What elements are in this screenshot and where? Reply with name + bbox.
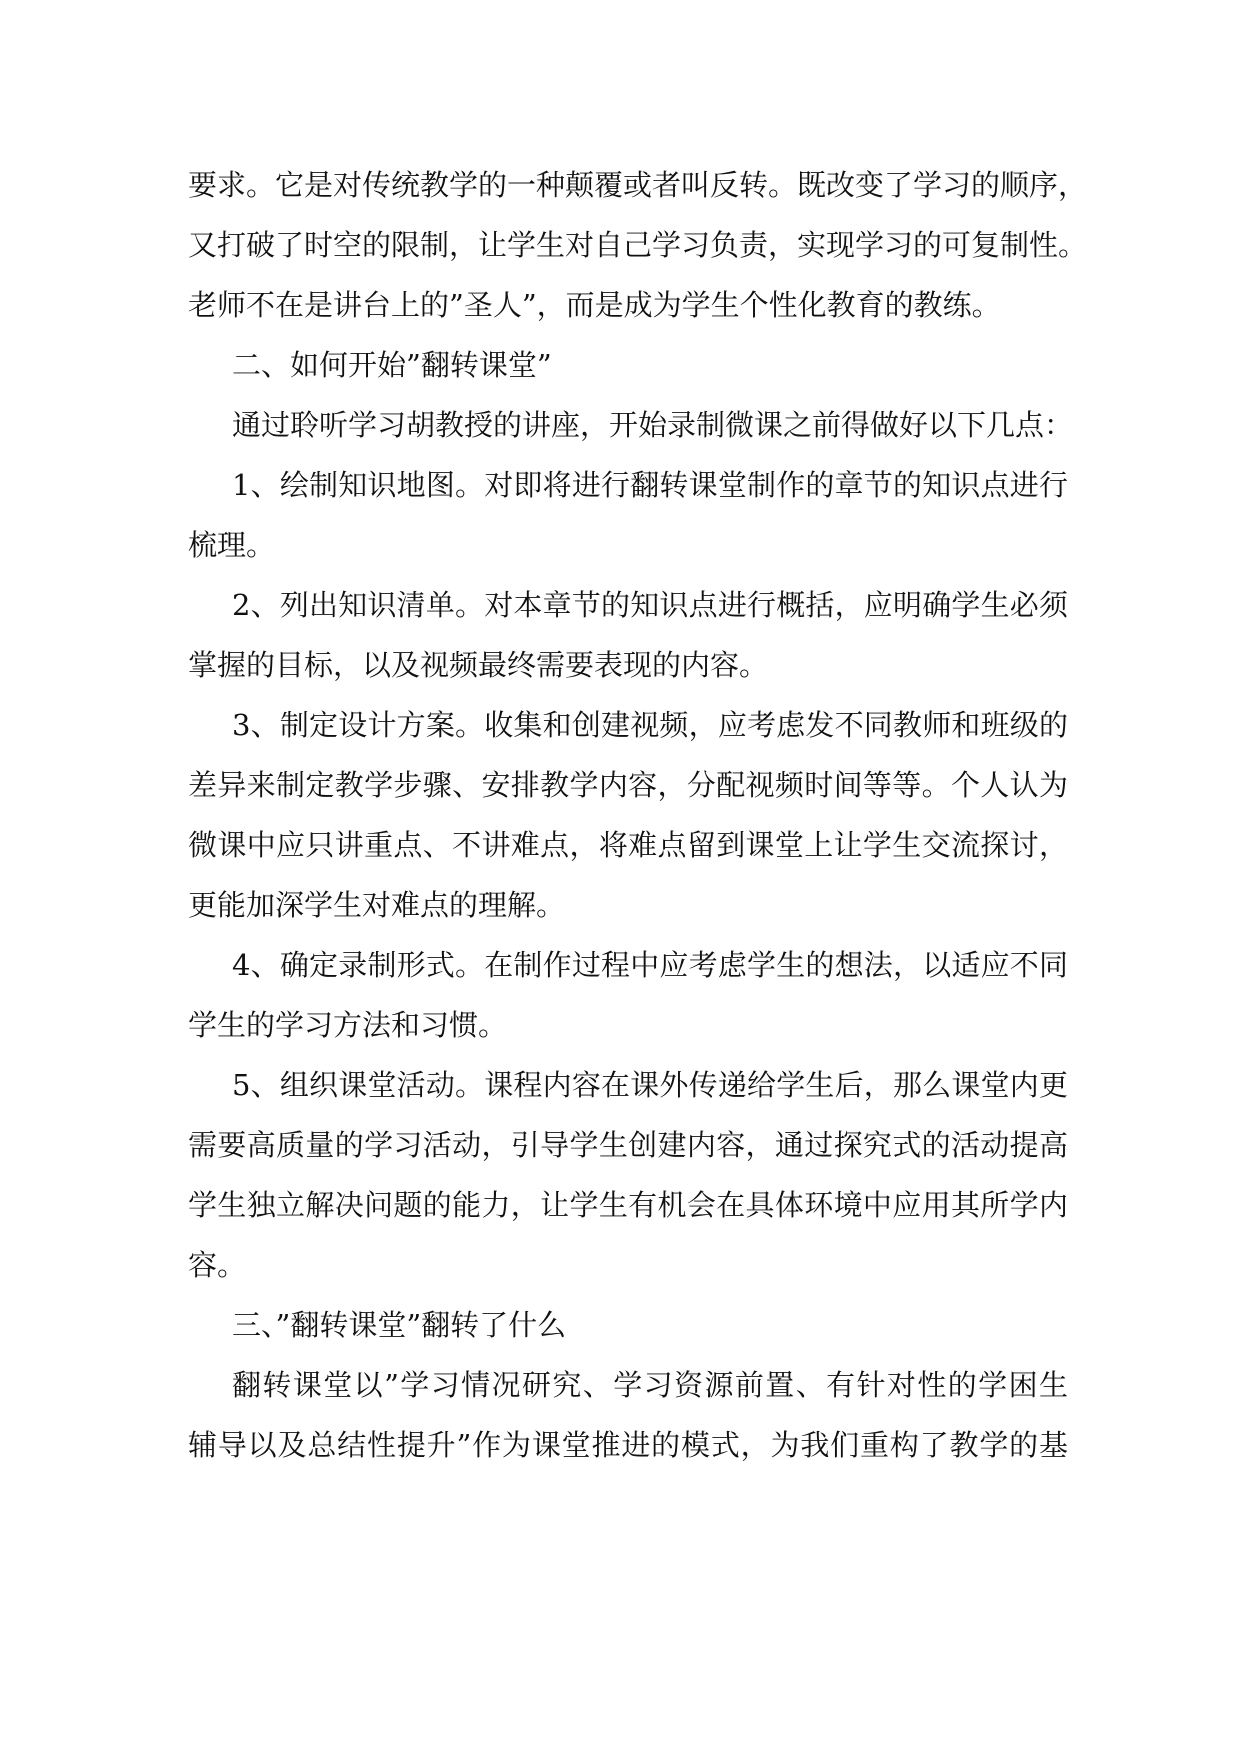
list-item-4-line: 学生的学习方法和习惯。 (188, 1008, 508, 1042)
list-item-2-line: 2、列出知识清单。对本章节的知识点进行概括，应明确学生必须 (232, 588, 1068, 622)
list-item-3-line: 更能加深学生对难点的理解。 (188, 888, 566, 922)
section-heading-2: 二、如何开始”翻转课堂” (232, 348, 552, 382)
document-body (188, 155, 1088, 1475)
list-item-5-line: 学生独立解决问题的能力，让学生有机会在具体环境中应用其所学内 (188, 1188, 1068, 1222)
list-item-4-line: 4、确定录制形式。在制作过程中应考虑学生的想法，以适应不同 (232, 948, 1068, 982)
list-item-1-line: 1、绘制知识地图。对即将进行翻转课堂制作的章节的知识点进行 (232, 468, 1068, 502)
paragraph-line: 老师不在是讲台上的”圣人”，而是成为学生个性化教育的教练。 (188, 288, 1001, 322)
paragraph-line: 要求。它是对传统教学的一种颠覆或者叫反转。既改变了学习的顺序， (188, 168, 1088, 202)
section-heading-3: 三、”翻转课堂”翻转了什么 (232, 1308, 567, 1342)
list-item-5-line: 容。 (188, 1248, 247, 1282)
list-item-3-line: 微课中应只讲重点、不讲难点，将难点留到课堂上让学生交流探讨， (188, 828, 1068, 862)
list-item-1-line: 梳理。 (188, 528, 276, 562)
paragraph-line: 辅导以及总结性提升”作为课堂推进的模式，为我们重构了教学的基 (188, 1428, 1068, 1462)
list-item-5-line: 5、组织课堂活动。课程内容在课外传递给学生后，那么课堂内更 (232, 1068, 1068, 1102)
list-item-2-line: 掌握的目标，以及视频最终需要表现的内容。 (188, 648, 769, 682)
list-item-3-line: 3、制定设计方案。收集和创建视频，应考虑发不同教师和班级的 (232, 708, 1068, 742)
list-item-3-line: 差异来制定教学步骤、安排教学内容，分配视频时间等等。个人认为 (188, 768, 1068, 802)
list-item-5-line: 需要高质量的学习活动，引导学生创建内容，通过探究式的活动提高 (188, 1128, 1068, 1162)
paragraph-line: 通过聆听学习胡教授的讲座，开始录制微课之前得做好以下几点： (232, 408, 1074, 442)
paragraph-line: 又打破了时空的限制，让学生对自己学习负责，实现学习的可复制性。 (188, 228, 1088, 262)
paragraph-line: 翻转课堂以”学习情况研究、学习资源前置、有针对性的学困生 (232, 1368, 1068, 1402)
